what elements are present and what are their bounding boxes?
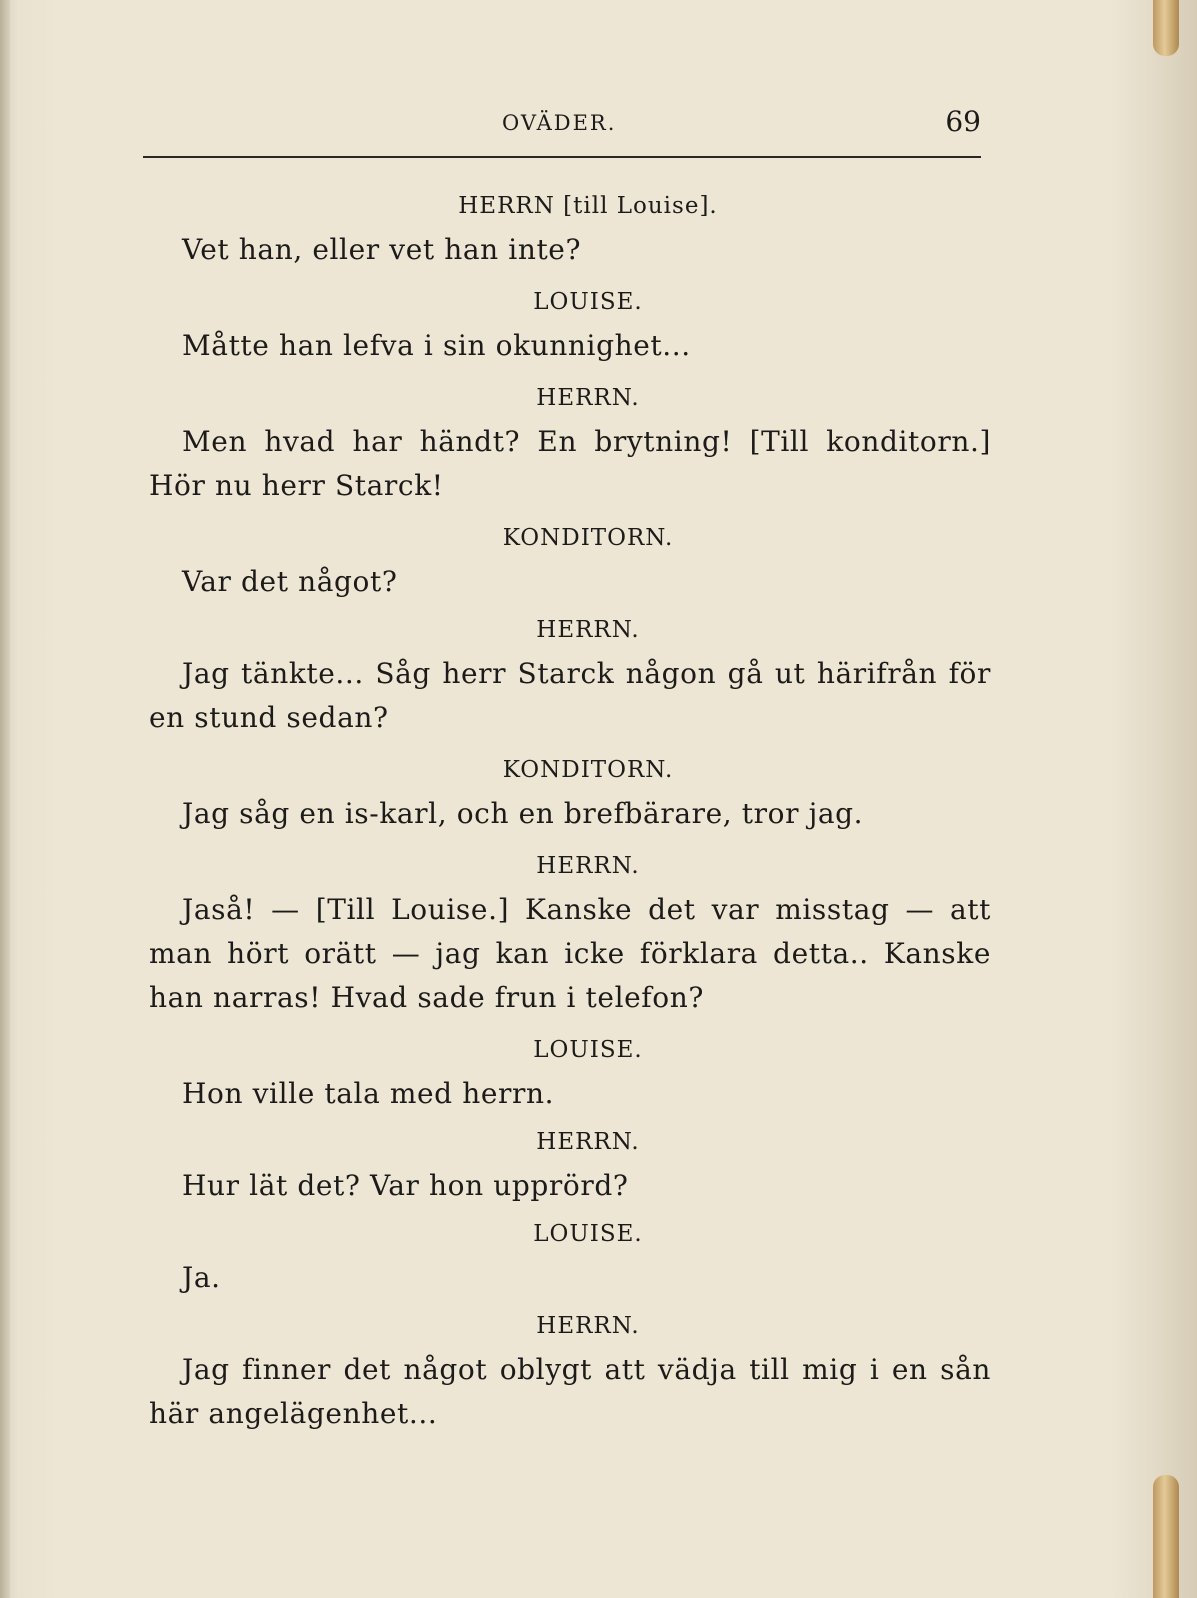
speech-line: Jaså! — [Till Louise.] Kanske det var misstag — att man hört orätt — jag kan icke förklara detta.. Kanske han narras! Hvad sade frun i telefon? [149,893,991,1014]
speech-line: Men hvad har händt? En brytning! [Till konditorn.] Hör nu herr Starck! [149,425,991,502]
page-number: 69 [945,105,981,138]
speech-line: Ja. [182,1261,221,1294]
page-header [143,103,981,155]
speaker-heading: HERRN. [536,385,640,411]
speaker-heading: KONDITORN. [502,525,674,551]
page-tab-bottom [1153,1475,1179,1598]
header-rule [143,156,981,158]
speaker-heading: LOUISE. [533,1221,643,1247]
speaker-heading: HERRN. [536,617,640,643]
speaker-heading: LOUISE. [533,289,643,315]
speaker-heading: HERRN [till Louise]. [458,193,718,219]
speech-line: Jag finner det något oblygt att vädja till mig i en sån här angelägenhet... [149,1353,991,1430]
speech-line: Hur lät det? Var hon upprörd? [182,1169,629,1202]
speech-line: Vet han, eller vet han inte? [182,233,582,266]
speech-line: Jag tänkte... Såg herr Starck någon gå ut härifrån för en stund sedan? [149,657,991,734]
speech-line: Hon ville tala med herrn. [182,1077,555,1110]
speech-line: Måtte han lefva i sin okunnighet... [182,329,691,362]
running-title: OVÄDER. [502,111,617,135]
speaker-heading: LOUISE. [533,1037,643,1063]
speech-line: Var det något? [182,565,398,598]
speaker-heading: KONDITORN. [502,757,674,783]
binding-edge [0,0,10,1598]
speech-line: Jag såg en is-karl, och en brefbärare, tror jag. [182,797,864,830]
speaker-heading: HERRN. [536,853,640,879]
speaker-heading: HERRN. [536,1129,640,1155]
speaker-heading: HERRN. [536,1313,640,1339]
page-tab-top [1153,0,1179,56]
dialogue-text [149,188,991,1448]
